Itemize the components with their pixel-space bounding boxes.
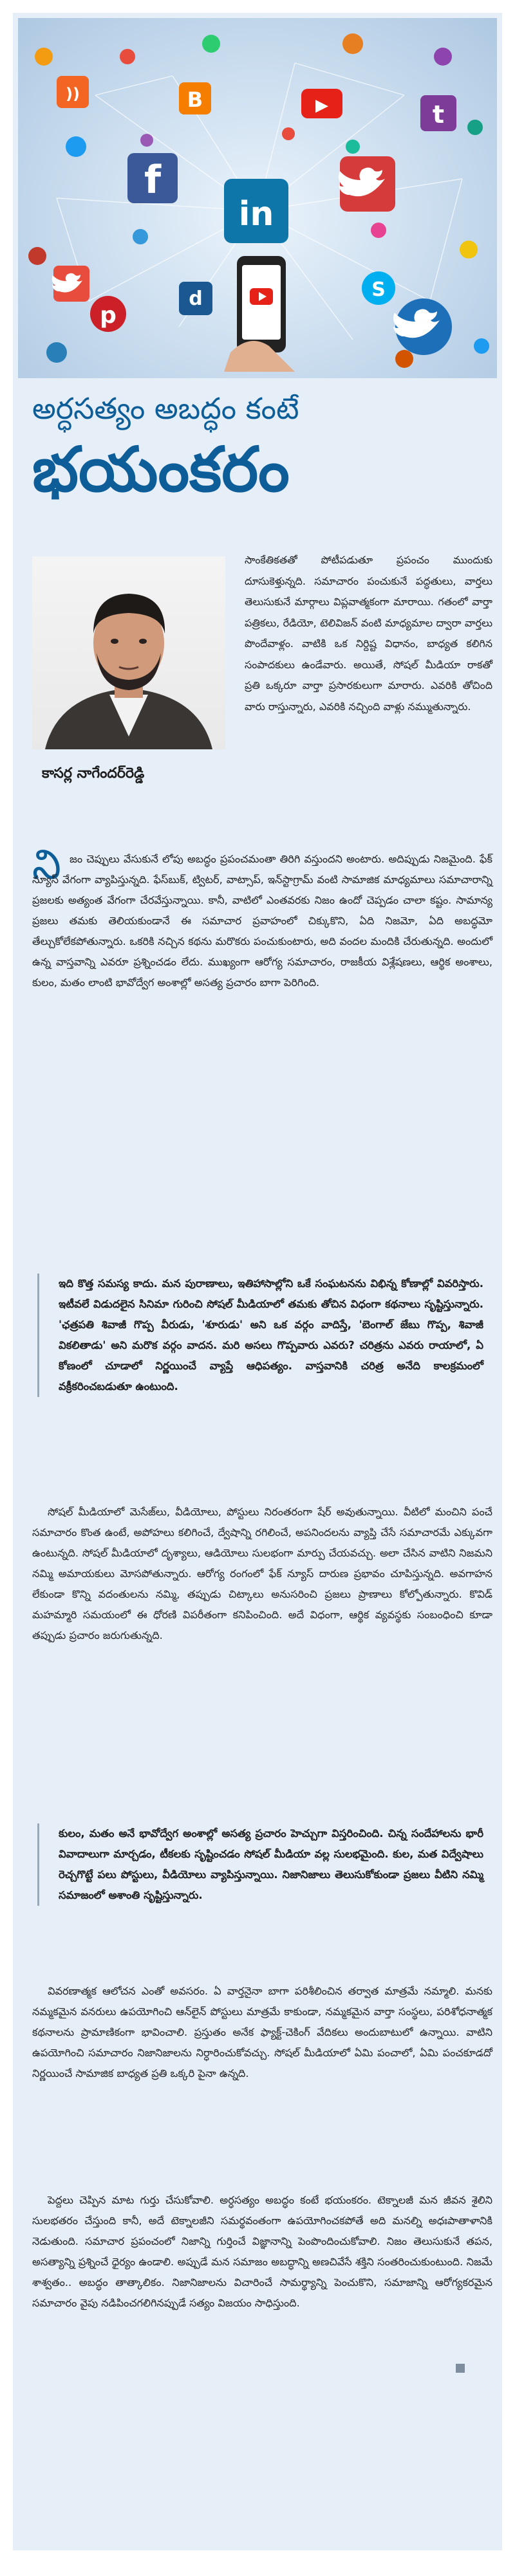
- body-paragraph-1: జం చెప్పులు వేసుకునే లోపు అబద్ధం ప్రపంచమంతా తిరిగి వస్తుందని అంటారు. అదిప్పుడు నిజమైంది. ఫేక్ న్యూస్ వేగంగా వ్యాపిస్తున్నది. ఫేస్‌బుక్, ట్విటర్, వాట్సాప్, ఇన్‌స్టాగ్రామ్ వంటి సామాజిక మాధ్యమాలు సమాచారాన్ని ప్రజలకు అత్యంత వేగంగా చేరవేస్తున్నాయి. కానీ, వాటిలో ఎంతవరకు నిజం ఉందో చెప్పడం చాలా కష్టం. సామాన్య ప్రజలు తమకు తెలియకుండానే ఈ సమాచార ప్రవాహంలో చిక్కుకొని, ఏది నిజమో, ఏది అబద్ధమో తేల్చుకోలేకపోతున్నారు. ఒకరికి నచ్చిన కథను మరొకరు పంచుకుంటారు, అది వందల మందికి చేరుతున్నది. అందులో ఉన్న వాస్తవాన్ని ఎవరూ ప్రశ్నించడం లేదు. ముఖ్యంగా ఆరోగ్య సమాచారం, రాజకీయ విశ్లేషణలు, ఆర్థిక అంశాలు, కులం, మతం లాంటి భావోద్వేగ అంశాల్లో అసత్య ప్రచారం బాగా పెరిగింది.: [32, 853, 492, 989]
- svg-text:d: d: [189, 288, 203, 310]
- svg-text:B: B: [187, 87, 203, 112]
- rss-icon: [57, 76, 89, 108]
- headline-line-1: అర్ధసత్యం అబద్ధం కంటే: [32, 391, 299, 426]
- smartphone-icon: [237, 256, 286, 352]
- svg-text:in: in: [238, 195, 274, 233]
- body-paragraph-4: పెద్దలు చెప్పిన మాట గుర్తు చేసుకోవాలి. అర్ధసత్యం అబద్ధం కంటే భయంకరం. టెక్నాలజీ మన జీవన శైలిని సులభతరం చేస్తుంది కానీ, అదే టెక్నాలజీని సమర్థవంతంగా ఉపయోగించకపోతే అది మనల్ని అధఃపాతాళానికి నెడుతుంది. సమాచార ప్రపంచంలో నిజాన్ని గుర్తించే విజ్ఞానాన్ని పెంపొందించుకోవాలి. నిజం తెలుసుకునే తపన, అసత్యాన్ని ప్రశ్నించే ధైర్యం ఉండాలి. అప్పుడే మన సమాజం అబద్ధాన్ని అణచివేసే శక్తిని సంతరించుకుంటుంది. నిజమే శాశ్వతం.. అబద్ధం తాత్కాలికం. నిజానిజాలను విచారించే సామర్థ్యాన్ని పెంచుకొని, సమాజాన్ని ఆరోగ్యకరమైన సమాచారం వైపు నడిపించగలిగినప్పుడే సత్యం విజయం సాధిస్తుంది.: [32, 2194, 492, 2309]
- highlight-box-2: కులం, మతం అనే భావోద్వేగ అంశాల్లో అసత్య ప్రచారం హెచ్చుగా విస్తరించింది. చిన్న సందేహాలను భారీ వివాదాలుగా మార్చడం, టీకలకు సృష్టించడం సోషల్ మీడియా వల్ల సులభమైంది. కుల, మత విద్వేషాలు రెచ్చగొట్టే పలు పోస్టులు, వీడియోలు వ్యాపిస్తున్నాయి. నిజానిజాలు తెలుసుకోకుండా ప్రజలు వీటిని నమ్మి సమాజంలో అశాంతి సృష్టిస్తున్నారు.: [37, 1823, 483, 1906]
- svg-text:▶: ▶: [315, 96, 328, 115]
- blogger-icon: [179, 82, 211, 114]
- highlight-box-1: ఇది కొత్త సమస్య కాదు. మన పురాణాలు, ఇతిహాసాల్లోని ఒకే సంఘటనను విభిన్న కోణాల్లో వివరిస్తారు. ఇటీవలే విడుదలైన సినిమా గురించి సోషల్ మీడియాలో తమకు తోచిన విధంగా కథనాలు సృష్టిస్తున్నారు. 'ఛత్రపతి శివాజీ గొప్ప వీరుడు, 'శూరుడు' అని ఒక వర్గం వాదిస్తే, 'బెంగాల్ జేబు గొప్ప, శివాజీ వికలితాడు' అని మరొక వర్గం వాదన. మరి అసలు గొప్పవారు ఎవరు? చరిత్రను ఎవరు రాయాలో, ఏ కోణంలో చూడాలో నిర్ణయించే వ్యాప్తే ఆధిపత్యం. వాస్తవానికి చరిత్ర అనేది కాలక్రమంలో వక్రీకరించబడుతూ ఉంటుంది.: [37, 1274, 483, 1397]
- twitter-left-icon: [52, 266, 89, 302]
- social-media-network-illustration: [18, 18, 497, 378]
- twitter-bird-icon: [393, 298, 452, 355]
- svg-text:p: p: [100, 302, 117, 329]
- author-name: కాసర్ల నాగేందర్‌రెడ్డి: [42, 765, 145, 781]
- svg-text:)): )): [66, 85, 80, 103]
- author-portrait-illustration: [32, 556, 225, 749]
- headline-line-2: భయంకరం: [32, 433, 290, 506]
- pinterest-icon: [90, 296, 126, 332]
- end-of-article-mark: [456, 2364, 465, 2373]
- svg-text:f: f: [144, 158, 162, 203]
- dropcap: ని: [32, 841, 61, 889]
- facebook-icon: [127, 153, 178, 203]
- twitter-icon: [339, 156, 395, 212]
- author-photo: [32, 556, 225, 749]
- intro-paragraph: సాంకేతికతతో పోటీపడుతూ ప్రపంచం ముందుకు దూసుకెళ్తున్నది. సమాచారం పంచుకునే పద్ధతులు, వార్తలు తెలుసుకునే మార్గాలు విప్లవాత్మకంగా మారాయి. గతంలో వార్తా పత్రికలు, రేడియో, టెలివిజన్ వంటి మాధ్యమాల ద్వారా వార్తలు పొందేవాళ్లం. వాటికి ఒక నిర్దిష్ట విధానం, బాధ్యత కలిగిన సంపాదకులు ఉండేవారు. అయితే, సోషల్ మీడియా రాకతో ప్రతి ఒక్కరూ వార్తా ప్రసారకులుగా మారారు. ఎవరికి తోచింది వారు రాస్తున్నారు, ఎవరికి నచ్చింది వాళ్లు నమ్ముతున్నారు.: [245, 554, 492, 713]
- body-paragraph-2: సోషల్ మీడియాలో మెసేజ్‌లు, వీడియోలు, పోస్టులు నిరంతరంగా షేర్ అవుతున్నాయి. వీటిలో మంచిని పంచే సమాచారం కొంత ఉంటే, అపోహలు కలిగించే, ద్వేషాన్ని రగిలించే, అపనిందలను వ్యాప్తి చేసే సమాచారమే ఎక్కువగా ఉంటున్నది. సోషల్ మీడియాలో దృశ్యాలు, ఆడియోలు సులభంగా మార్పు చేయవచ్చు. అలా చేసిన వాటిని నిజమని నమ్మి అమాయకులు మోసపోతున్నారు. ఆరోగ్య రంగంలో ఫేక్ న్యూస్ దారుణ ప్రభావం చూపిస్తున్నది. అవగాహన లేకుండా కొన్ని వదంతులను నమ్మి, తప్పుడు చిట్కాలు అనుసరించి ప్రజలు ప్రాణాలు కోల్పోతున్నారు. కొవిడ్ మహమ్మారి సమయంలో ఈ ధోరణి విపరీతంగా కనిపించింది. అదే విధంగా, ఆర్థిక వ్యవస్థకు సంబంధించి కూడా తప్పుడు ప్రచారం జరుగుతున్నది.: [32, 1506, 492, 1641]
- digg-icon: [179, 282, 212, 315]
- body-paragraph-3: వివరణాత్మక ఆలోచన ఎంతో అవసరం. ఏ వార్తనైనా బాగా పరిశీలించిన తర్వాత మాత్రమే నమ్మాలి. మనకు నమ్మకమైన వనరులు ఉపయోగించి ఆన్‌లైన్ పోస్టులు మాత్రమే కాకుండా, నమ్మకమైన వార్తా సంస్థలు, పరిశోధనాత్మక కథనాలను ప్రామాణికంగా భావించాలి. ప్రస్తుతం అనేక ఫ్యాక్ట్-చెకింగ్ వేదికలు అందుబాటులో ఉన్నాయి. వాటిని ఉపయోగించి సమాచారం నిజానిజాలను నిర్ధారించుకోవచ్చు. సోషల్ మీడియాలో ఏమి పంచాలో, ఏమి పంచకూడదో నిర్ణయించే సామాజిక బాధ్యత ప్రతి ఒక్కరి పైనా ఉన్నది.: [32, 1985, 492, 2079]
- svg-text:t: t: [432, 100, 445, 129]
- youtube-icon: [301, 89, 342, 118]
- hero-image: [18, 18, 497, 378]
- tumblr-icon: [420, 95, 456, 131]
- svg-text:S: S: [371, 279, 386, 301]
- article-page: [13, 13, 502, 2550]
- linkedin-icon: [224, 179, 288, 243]
- skype-icon: [362, 271, 395, 305]
